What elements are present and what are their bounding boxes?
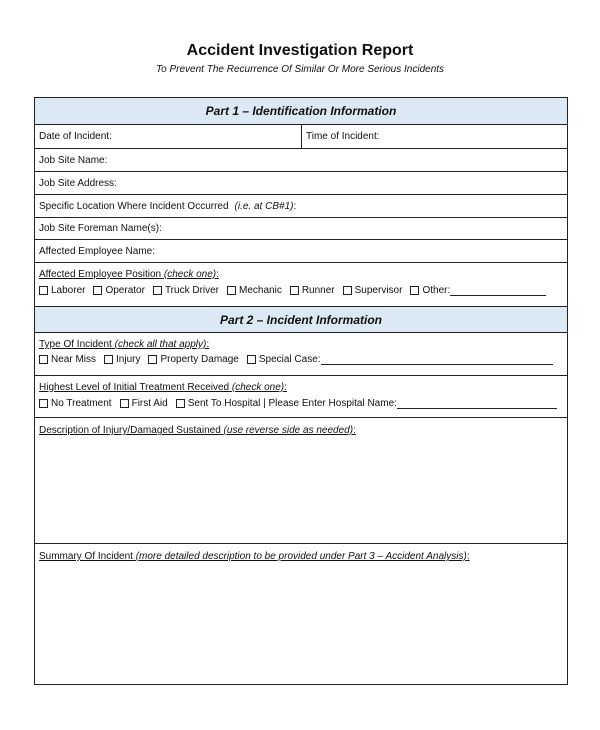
position-label-text: Affected Employee Position: [39, 269, 162, 280]
report-form: [34, 97, 568, 685]
job-site-address-field[interactable]: [35, 172, 567, 195]
treatment-row: [35, 376, 567, 418]
option-label-truck-driver: Truck Driver: [164, 285, 220, 296]
position-option-truck-driver[interactable]: [153, 285, 219, 296]
time-of-incident-label: Time of Incident:: [306, 131, 380, 142]
position-options: [39, 285, 546, 296]
option-label-property-damage: Property Damage: [160, 354, 239, 365]
position-option-laborer[interactable]: [39, 285, 85, 296]
treatment-label-colon: :: [284, 382, 287, 393]
checkbox-no-treatment[interactable]: [39, 399, 48, 408]
option-label-special-case: Special Case:: [258, 354, 321, 365]
option-label-first-aid: First Aid: [131, 398, 168, 409]
checkbox-injury[interactable]: [104, 355, 113, 364]
part1-heading: [35, 98, 567, 125]
option-label-hospital: Sent To Hospital | Please Enter Hospital Name:: [187, 398, 397, 409]
summary-label-hint: (more detailed description to be provided under Part 3 – Accident Analysis): [135, 551, 467, 562]
option-label-supervisor: Supervisor: [354, 285, 403, 296]
option-label-other: Other:: [422, 285, 451, 296]
treatment-options: [39, 398, 557, 409]
option-label-near-miss: Near Miss: [51, 354, 97, 365]
position-option-runner[interactable]: [290, 285, 335, 296]
incident-type-label: [39, 339, 209, 350]
foreman-label: Job Site Foreman Name(s):: [39, 223, 162, 234]
option-label-operator: Operator: [105, 285, 145, 296]
checkbox-special-case[interactable]: [247, 355, 256, 364]
checkbox-mechanic[interactable]: [227, 286, 236, 295]
incident-type-options: [39, 354, 553, 365]
summary-label-text: Summary Of Incident: [39, 551, 133, 562]
specific-location-colon: :: [293, 200, 297, 212]
description-label-hint: (use reverse side as needed): [223, 425, 354, 436]
specific-location-hint: (i.e. at CB#1): [234, 200, 294, 212]
document-title: Accident Investigation Report: [186, 42, 414, 59]
treatment-option-first-aid[interactable]: [120, 398, 168, 409]
position-option-other[interactable]: [410, 285, 546, 296]
checkbox-laborer[interactable]: [39, 286, 48, 295]
part2-heading-text: Part 2 – Incident Information: [219, 312, 383, 327]
time-of-incident-field[interactable]: [302, 125, 567, 148]
row-date-time: [35, 125, 567, 149]
position-option-mechanic[interactable]: [227, 285, 282, 296]
treatment-label-hint: (check one): [231, 382, 285, 393]
summary-label: [39, 551, 470, 562]
checkbox-first-aid[interactable]: [120, 399, 129, 408]
job-site-name-field[interactable]: [35, 149, 567, 172]
treatment-option-hospital[interactable]: [176, 398, 557, 409]
document-subtitle: To Prevent The Recurrence Of Similar Or More Serious Incidents: [155, 64, 445, 75]
summary-field[interactable]: [35, 544, 567, 684]
affected-employee-field[interactable]: [35, 240, 567, 263]
job-site-address-label: Job Site Address:: [39, 177, 117, 189]
option-label-no-treatment: No Treatment: [51, 398, 112, 409]
description-label-text: Description of Injury/Damaged Sustained: [39, 425, 221, 436]
position-label-colon: :: [216, 269, 219, 280]
type-option-injury[interactable]: [104, 354, 140, 365]
checkbox-property-damage[interactable]: [148, 355, 157, 364]
affected-employee-label: Affected Employee Name:: [39, 245, 155, 257]
summary-label-colon: :: [466, 551, 470, 562]
treatment-option-no-treatment[interactable]: [39, 398, 112, 409]
date-of-incident-label: Date of Incident:: [39, 131, 112, 142]
position-label-hint: (check one): [163, 269, 217, 280]
checkbox-operator[interactable]: [93, 286, 102, 295]
option-label-mechanic: Mechanic: [239, 285, 282, 296]
checkbox-hospital[interactable]: [176, 399, 185, 408]
specific-location-label: Specific Location Where Incident Occurred: [39, 200, 229, 212]
type-label-text: Type Of Incident: [39, 339, 112, 350]
special-case-line[interactable]: [321, 355, 553, 365]
employee-position-row: [35, 263, 567, 307]
checkbox-other[interactable]: [410, 286, 419, 295]
foreman-field[interactable]: [35, 218, 567, 240]
description-label: [39, 425, 356, 436]
checkbox-supervisor[interactable]: [343, 286, 352, 295]
checkbox-near-miss[interactable]: [39, 355, 48, 364]
job-site-name-label: Job Site Name:: [39, 154, 108, 166]
part2-heading: [35, 307, 567, 333]
other-position-line[interactable]: [450, 286, 546, 296]
type-label-hint: (check all that apply): [114, 339, 207, 350]
checkbox-truck-driver[interactable]: [153, 286, 162, 295]
treatment-label: [39, 382, 287, 393]
hospital-name-line[interactable]: [397, 399, 557, 409]
option-label-runner: Runner: [301, 285, 335, 296]
position-option-operator[interactable]: [93, 285, 144, 296]
option-label-laborer: Laborer: [51, 285, 86, 296]
treatment-label-text: Highest Level of Initial Treatment Received: [39, 382, 230, 393]
type-option-property-damage[interactable]: [148, 354, 238, 365]
description-label-colon: :: [353, 425, 356, 436]
employee-position-label: [39, 269, 219, 280]
position-option-supervisor[interactable]: [343, 285, 403, 296]
checkbox-runner[interactable]: [290, 286, 299, 295]
incident-type-row: [35, 333, 567, 376]
description-field[interactable]: [35, 418, 567, 544]
option-label-injury: Injury: [116, 354, 141, 365]
type-label-colon: :: [206, 339, 210, 350]
type-option-near-miss[interactable]: [39, 354, 96, 365]
part1-heading-text: Part 1 – Identification Information: [205, 104, 397, 118]
specific-location-field[interactable]: [35, 195, 567, 218]
type-option-special-case[interactable]: [247, 354, 553, 365]
date-of-incident-field[interactable]: [35, 125, 301, 148]
